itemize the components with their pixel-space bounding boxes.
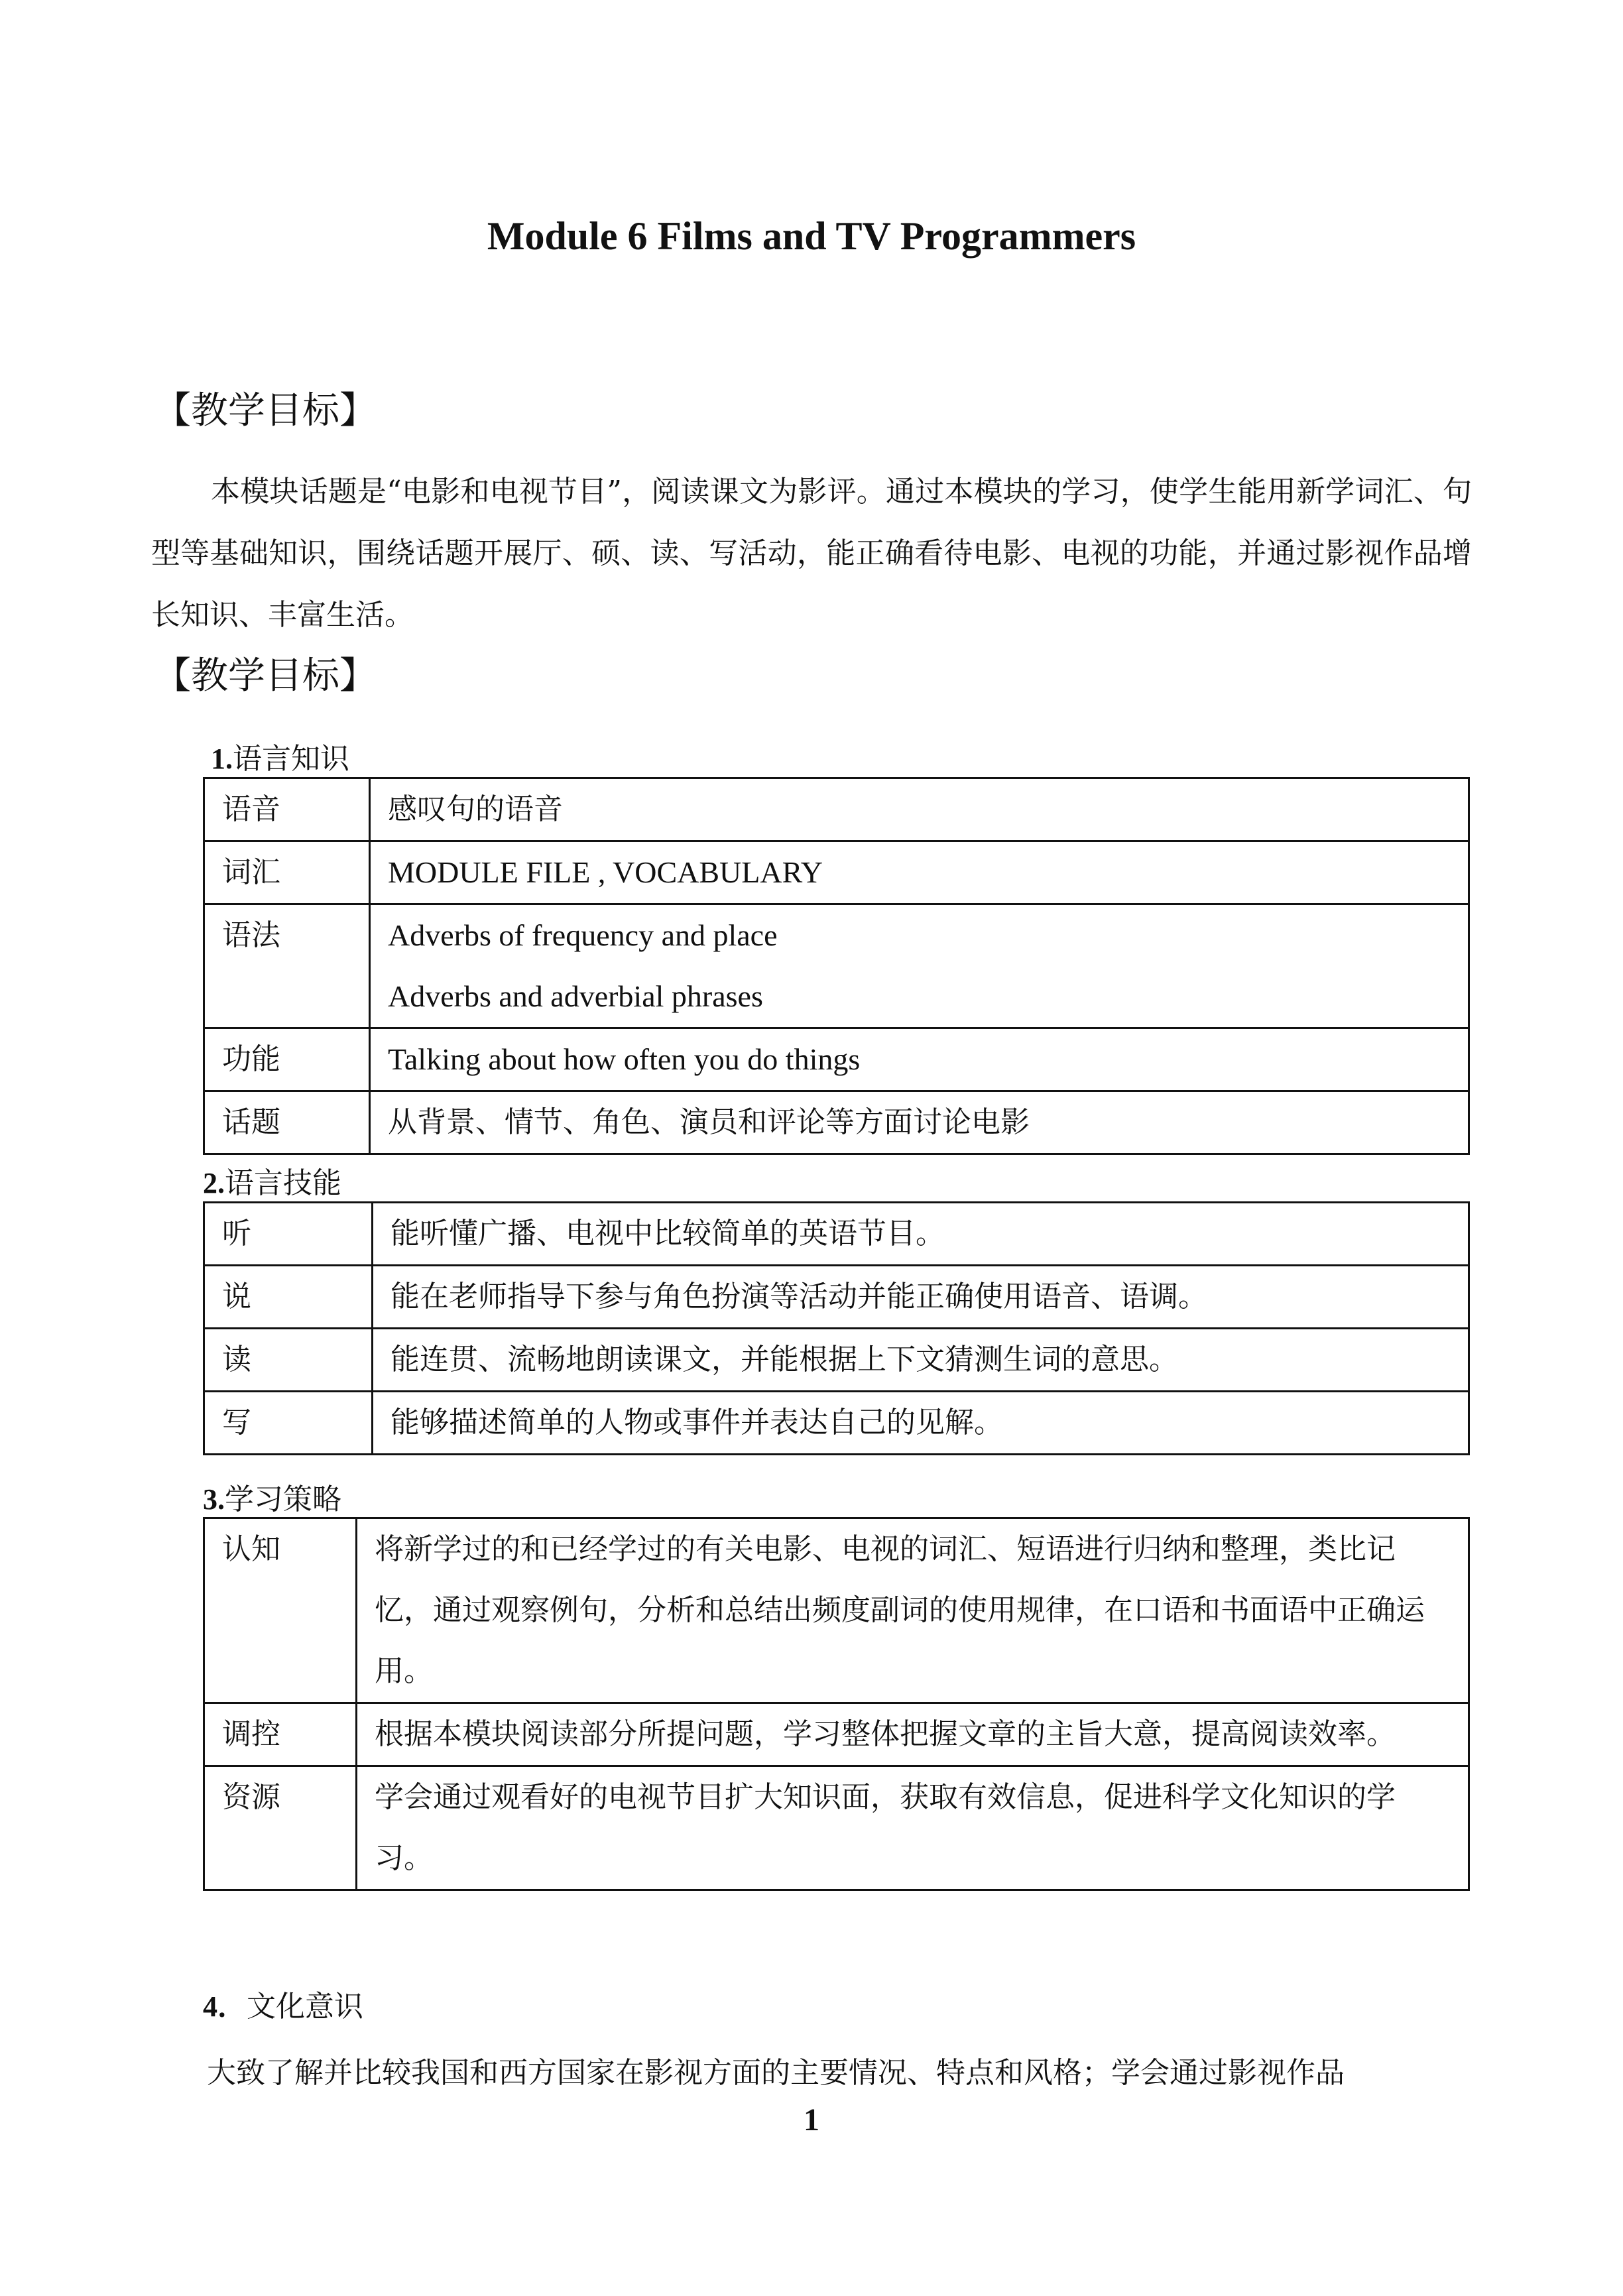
- table-row: [204, 1091, 1469, 1154]
- row-content: 能听懂广播、电视中比较简单的英语节目。: [373, 1203, 1469, 1266]
- row-content: 学会通过观看好的电视节目扩大知识面，获取有效信息，促进科学文化知识的学习。: [357, 1766, 1469, 1890]
- table-row: [204, 1703, 1469, 1766]
- section-4-text: 大致了解并比较我国和西方国家在影视方面的主要情况、特点和风格；学会通过影视作品: [207, 2056, 1345, 2090]
- table-row: [204, 841, 1469, 904]
- row-label: 语音: [204, 778, 370, 841]
- section-1-title: 语言知识: [233, 742, 349, 776]
- section-3-label: [203, 1475, 341, 1518]
- section-2-label: [203, 1159, 341, 1201]
- table-row: [204, 1329, 1469, 1392]
- table-row: [204, 1518, 1469, 1703]
- row-content: Talking about how often you do things: [370, 1028, 1469, 1091]
- language-skills-table: [203, 1201, 1470, 1455]
- row-label: 写: [204, 1392, 373, 1455]
- row-label: 语法: [204, 904, 370, 1028]
- row-label: 认知: [204, 1518, 357, 1703]
- table-row: [204, 1266, 1469, 1329]
- section-1-label: [211, 735, 349, 777]
- row-content: 从背景、情节、角色、演员和评论等方面讨论电影: [370, 1091, 1469, 1154]
- row-content: 能够描述简单的人物或事件并表达自己的见解。: [373, 1392, 1469, 1455]
- row-content: 将新学过的和已经学过的有关电影、电视的词汇、短语进行归纳和整理，类比记忆，通过观察例句，分析和总结出频度副词的使用规律，在口语和书面语中正确运用。: [357, 1518, 1469, 1703]
- intro-paragraph: 本模块话题是“电影和电视节目”，阅读课文为影评。通过本模块的学习，使学生能用新学词汇、句型等基础知识，围绕话题开展厅、硕、读、写活动，能正确看待电影、电视的功能，并通过影视作品增长知识、丰富生活。: [151, 475, 1472, 632]
- page-title: Module 6 Films and TV Programmers: [487, 214, 1136, 258]
- section-3-number: 3.: [203, 1483, 225, 1516]
- section-heading-objectives-2: 【教学目标】: [154, 654, 377, 697]
- table-row: [204, 1203, 1469, 1266]
- row-content: 能在老师指导下参与角色扮演等活动并能正确使用语音、语调。: [373, 1266, 1469, 1329]
- row-content: 感叹句的语音: [370, 778, 1469, 841]
- table-row: [204, 1392, 1469, 1455]
- table-row: [204, 778, 1469, 841]
- section-4-label: [203, 1982, 363, 2025]
- row-content: 根据本模块阅读部分所提问题，学习整体把握文章的主旨大意，提高阅读效率。: [357, 1703, 1469, 1766]
- row-label: 资源: [204, 1766, 357, 1890]
- section-2-number: 2.: [203, 1167, 225, 1199]
- table-row: [204, 904, 1469, 1028]
- row-label: 听: [204, 1203, 373, 1266]
- grammar-line-2: Adverbs and adverbial phrases: [388, 979, 763, 1013]
- table-row: [204, 1028, 1469, 1091]
- section-3-title: 学习策略: [225, 1482, 341, 1516]
- row-content: MODULE FILE , VOCABULARY: [370, 841, 1469, 904]
- row-label: 说: [204, 1266, 373, 1329]
- section-4-title: 文化意识: [247, 1990, 363, 2024]
- learning-strategies-table: [203, 1517, 1470, 1891]
- grammar-line-1: Adverbs of frequency and place: [388, 918, 778, 952]
- row-label: 读: [204, 1329, 373, 1392]
- row-label: 调控: [204, 1703, 357, 1766]
- row-label: 功能: [204, 1028, 370, 1091]
- section-4-number: 4．: [203, 1990, 247, 2023]
- row-content: [370, 904, 1469, 1028]
- table-row: [204, 1766, 1469, 1890]
- row-label: 词汇: [204, 841, 370, 904]
- row-label: 话题: [204, 1091, 370, 1154]
- language-knowledge-table: [203, 777, 1470, 1155]
- page-number: 1: [804, 2102, 819, 2138]
- section-heading-objectives: 【教学目标】: [154, 389, 377, 432]
- section-1-number: 1.: [211, 743, 233, 775]
- section-2-title: 语言技能: [225, 1166, 341, 1200]
- row-content: 能连贯、流畅地朗读课文，并能根据上下文猜测生词的意思。: [373, 1329, 1469, 1392]
